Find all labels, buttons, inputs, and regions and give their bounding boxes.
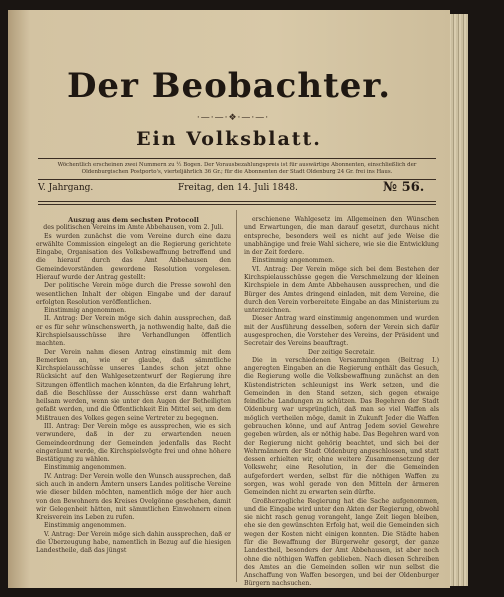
notice-rule — [38, 179, 436, 180]
newspaper-page — [8, 10, 450, 588]
issue-rule-2 — [38, 204, 436, 205]
paragraph: Einstimmig angenommen. — [252, 257, 335, 265]
article-heading: Auszug aus dem sechsten Protocoll — [68, 216, 199, 224]
masthead-ornament: ·—·—·❖·—·—· — [196, 113, 270, 123]
paragraph: erschienene Wahlgesetz im Allgemeinen den Wünschen und Erwartungen, die man darauf gesetzt, durchaus nicht entspreche, besonders weil es nicht auf jede Weise die unabhängige und freie Wahl sichere, wie sie die Entwicklung in der Zeit fordere. — [244, 216, 439, 257]
masthead-subtitle: Ein Volksblatt. — [136, 128, 322, 150]
volume: V. Jahrgang. — [38, 183, 94, 193]
paragraph: Einstimmig angenommen. — [44, 522, 127, 530]
left-column — [36, 216, 231, 588]
issue-rule-1 — [38, 201, 436, 202]
right-column — [244, 216, 439, 588]
issue-line — [38, 180, 436, 199]
paragraph: II. Antrag: Der Verein möge sich dahin aussprechen, daß er es für sehr wünschenswerth, ja nothwendig halte, daß die Kirchspielsausschüsse ihre Verhandlungen öffentlich machten. — [36, 315, 231, 348]
paragraph: Großherzogliche Regierung hat die Sache aufgenommen, und die Eingabe wird unter den Akten der Regierung, obwohl sie nicht rasch genug vorangeht, lange Zeit liegen bleiben, ehe sie den gewünschten Erfolg hat, weil die Gemeinden sich wegen der Kosten nicht einigen konnten. Die Städte haben für die Bewaffnung der Bürgerwehr gesorgt, der ganze Landestheil, besonders der Amt Abbehausen, ist aber noch ohne die nöthigen Waffen geblieben. Nach diesen Schreiben des Amtes an die Gemeinden sollen wir nun selbst die Anschaffung von Waffen besorgen, und bei der Oldenburger Bürgern nachsuchen. — [244, 497, 439, 588]
column-divider — [236, 210, 237, 582]
paragraph: Es wurden zunächst die vom Vereine durch eine dazu erwählte Commission eingelegt an die Regierung gerichtete Eingabe, Organisation des Volksbewaffnung betreffend und die hierauf durch das Amt Abbehausen den Gemeindevorständen gewordene Resolution vorgelesen. Hierauf wurde der Antrag gestellt: — [36, 232, 231, 281]
paragraph: III. Antrag: Der Verein möge es aussprechen, wie es sich verwundere, daß in der zu erwartenden neuen Gemeindeordnung der Gemeinden jedenfalls das Recht eingeräumt werde, die Kirchspielsvögte frei und ohne höhere Bestätigung zu wählen. — [36, 423, 231, 464]
top-rule — [38, 158, 436, 159]
paragraph: IV. Antrag: Der Verein wolle den Wunsch aussprechen, daß sich auch in andern Ämtern unsers Landes politische Vereine wie dieser bilden möchten, namentlich möge der hier auch von den Bewohnern des Kreises Ovelgönne geschehen, damit wir Gelegenheit hätten, mit sämmtlichen Einwohnern einen Kreisverein ins Leben zu rufen. — [36, 472, 231, 522]
masthead-title: Der Beobachter. — [66, 66, 392, 106]
paragraph: Der politische Verein möge durch die Presse sowohl den wesentlichen Inhalt der obigen Eingabe und der darauf erfolgten Resolution veröffentlichen. — [36, 282, 231, 306]
issue-date: Freitag, den 14. Juli 1848. — [178, 183, 298, 193]
paragraph: des politischen Vereins im Amte Abbehausen, vom 2. Juli. — [43, 224, 224, 232]
paragraph: Einstimmig angenommen. — [44, 307, 127, 315]
paragraph: Die in verschiedenen Versammlungen (Beitrag I.) angeregten Eingaben an die Regierung enthält das Gesuch, die Regierung wolle die Volksbewaffnung zunächst an den Küstendistricten schleunigst ins Werk setzen, und die Gemeinden in den Stand setzen, sich gegen etwaige feindliche Landungen zu schützen. Das Begehren der Stadt Oldenburg war ursprünglich, daß man so viel Waffen als möglich vertheilen möge, damit in Zukunft Jeder die Waffen gebrauchen könne, und auf Antrag Jedem soviel Gewehre gegeben würden, als er nöthig habe. Das Begehren ward von der Regierung nicht gehörig beachtet, und sich bei der Wehrmännern der Stadt Oldenburg angeschlossen, und statt dessen erhielten wir, ohne weitere Zusammensetzung der Volkswehr, eine Resolution, in der die Gemeinden aufgefordert werden, selbst für die nöthigen Waffen zu sorgen, was wohl gerade von den Mitteln der ärmeren Gemeinden nicht zu erwarten sein dürfte. — [244, 356, 439, 497]
paragraph: Der zeitige Secretair. — [308, 348, 375, 356]
paragraph: Dieser Antrag ward einstimmig angenommen und wurden mit der Ausführung desselben, sofern der Verein sich dafür ausgesprochen, die Vorsteher des Vereins, der Präsident und Secretair des Vereins beauftragt. — [244, 315, 439, 348]
paragraph: V. Antrag: Der Verein möge sich dahin aussprechen, daß er die Überzeugung habe, namentlich in Bezug auf die hiesigen Landestheile, daß das jüngst — [36, 530, 231, 555]
paragraph: VI. Antrag: Der Verein möge sich bei dem Bestehen der Kirchspielausschüsse gegen die Verschmelzung der kleinen Kirchspiele in dem Amte Abbehausen aussprechen, und die Bürger des Amtes dringend einladen, mit dem Vereine, die durch den Verein vorbereitete Eingabe an das Ministerium zu unterzeichnen. — [244, 265, 439, 315]
paragraph: Einstimmig angenommen. — [44, 464, 127, 472]
issue-number: № 56. — [383, 180, 425, 195]
subscription-notice: Wöchentlich erscheinen zwei Nummern zu ½ Bogen. Der Vorausbezahlungspreis ist für auswärtige Abonnenten, einschließlich der Oldenburgischen Postporto's, vierteljährlich 36 Gr.; für die Abonnenten der Stadt Oldenburg 24 Gr. frei ins Haus. — [57, 162, 417, 176]
paragraph: Der Verein nahm diesen Antrag einstimmig mit dem Bemerken an, wie er glaube, daß sämmtliche Kirchspielausschüsse unseres Landes schon jetzt ohne Rücksicht auf den Wahlgesetzentwurf der Regierung ihre Sitzungen öffentlich machen könnten, da die Erfahrung lehrt, daß die Beschlüsse der Ausschüsse erst dann wahrhaft heilsam werden, wenn sie unter den Augen der Betheiligten gefaßt werden, und die Öffentlichkeit Ein Mittel sei, um dem Mißtrauen des Volkes gegen seine Vertreter zu begegnen. — [36, 348, 231, 422]
